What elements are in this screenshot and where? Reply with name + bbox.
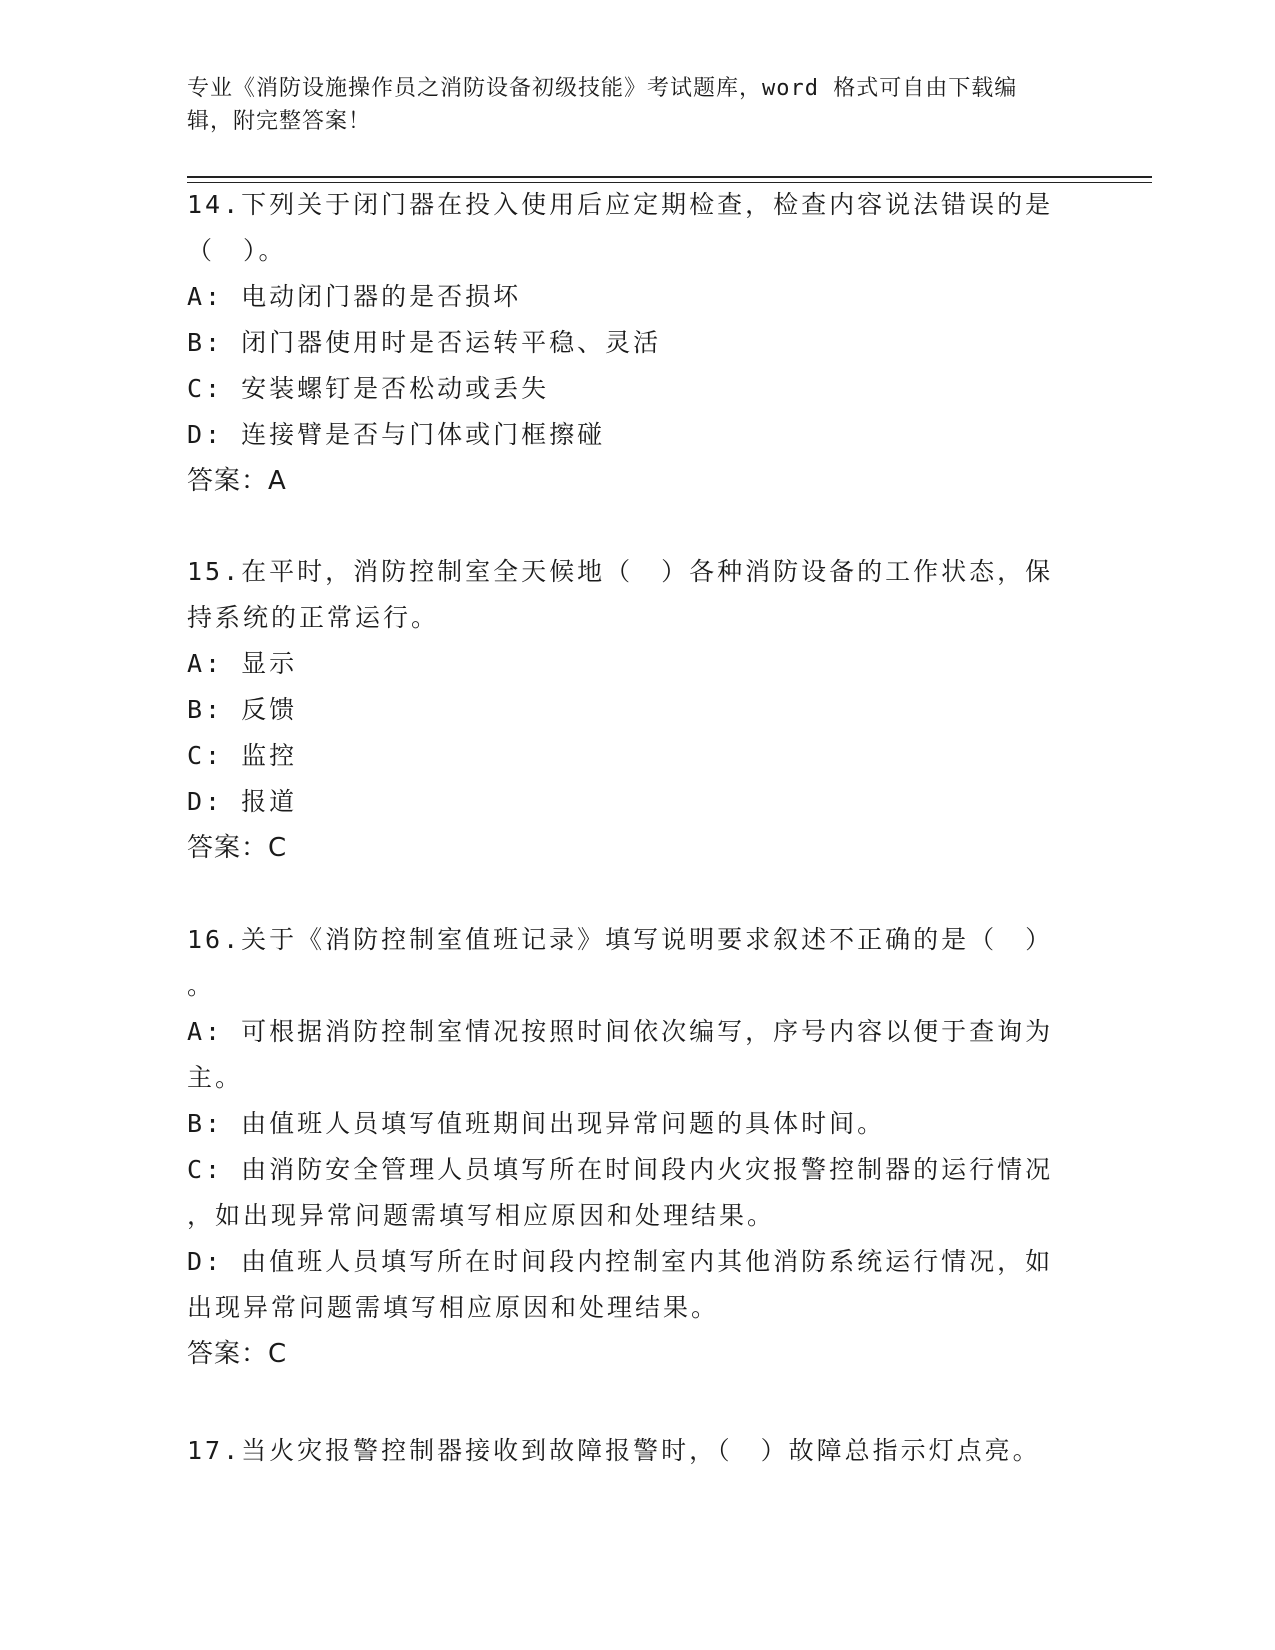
option-b: B: 反馈 bbox=[187, 695, 298, 724]
option-b: B: 闭门器使用时是否运转平稳、灵活 bbox=[187, 328, 662, 357]
question-stem: 。 bbox=[187, 971, 216, 1000]
question-16 bbox=[187, 917, 1077, 1377]
option-c: C: 由消防安全管理人员填写所在时间段内火灾报警控制器的运行情况 bbox=[187, 1155, 1054, 1184]
question-stem: （ ）。 bbox=[187, 236, 287, 265]
option-c-cont: ，如出现异常问题需填写相应原因和处理结果。 bbox=[187, 1201, 776, 1230]
option-d-cont: 出现异常问题需填写相应原因和处理结果。 bbox=[187, 1293, 720, 1322]
option-a-cont: 主。 bbox=[187, 1063, 244, 1092]
header-line: 专业《消防设施操作员之消防设备初级技能》考试题库，word 格式可自由下载编 bbox=[187, 76, 1018, 101]
option-a: A: 显示 bbox=[187, 649, 298, 678]
question-stem: 14.下列关于闭门器在投入使用后应定期检查，检查内容说法错误的是 bbox=[187, 190, 1054, 219]
question-stem: 15.在平时，消防控制室全天候地（ ）各种消防设备的工作状态，保 bbox=[187, 557, 1054, 586]
header-divider bbox=[187, 176, 1152, 178]
question-stem: 16.关于《消防控制室值班记录》填写说明要求叙述不正确的是（ ） bbox=[187, 925, 1054, 954]
question-17 bbox=[187, 1428, 1077, 1474]
answer: 答案：C bbox=[187, 1339, 288, 1369]
option-b: B: 由值班人员填写值班期间出现异常问题的具体时间。 bbox=[187, 1109, 886, 1138]
option-d: D: 报道 bbox=[187, 787, 298, 816]
header-line: 辑，附完整答案！ bbox=[187, 109, 372, 134]
document-header bbox=[187, 72, 1067, 138]
question-stem: 17.当火灾报警控制器接收到故障报警时，（ ）故障总指示灯点亮。 bbox=[187, 1436, 1041, 1465]
option-d: D: 连接臂是否与门体或门框擦碰 bbox=[187, 420, 606, 449]
answer: 答案：C bbox=[187, 833, 288, 863]
option-a: A: 可根据消防控制室情况按照时间依次编写，序号内容以便于查询为 bbox=[187, 1017, 1054, 1046]
question-14 bbox=[187, 182, 1077, 504]
option-d: D: 由值班人员填写所在时间段内控制室内其他消防系统运行情况，如 bbox=[187, 1247, 1054, 1276]
option-c: C: 安装螺钉是否松动或丢失 bbox=[187, 374, 550, 403]
question-stem: 持系统的正常运行。 bbox=[187, 603, 440, 632]
option-a: A: 电动闭门器的是否损坏 bbox=[187, 282, 522, 311]
question-15 bbox=[187, 549, 1077, 871]
option-c: C: 监控 bbox=[187, 741, 298, 770]
answer: 答案：A bbox=[187, 466, 287, 496]
